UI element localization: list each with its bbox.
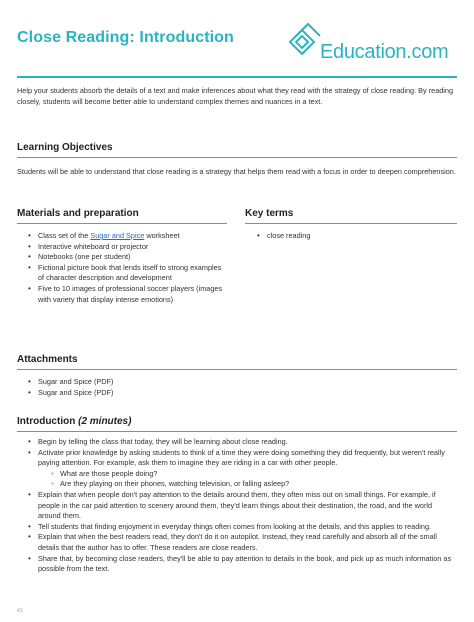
attachment-link[interactable]: • Sugar and Spice (PDF)	[28, 388, 448, 399]
list-item: • Notebooks (one per student)	[28, 252, 228, 263]
divider	[245, 223, 457, 224]
list-item: • Fictional picture book that lends itself to strong examples of character description and development	[28, 263, 228, 284]
education-logo[interactable]	[286, 20, 462, 66]
sub-list	[38, 469, 456, 490]
attachments-heading: Attachments	[17, 354, 78, 365]
list-item: • Explain that when people don't pay attention to the details around them, they often miss out on small things. For example, if people in the car paid attention to scenery around them, they'd learn things about their destination, the road, and the world around them.	[28, 490, 456, 522]
list-item: • Five to 10 images of professional soccer players (images with variety that display intense emotions)	[28, 284, 228, 305]
list-item-text: worksheet	[144, 231, 180, 240]
sub-list-item: ◦ Are they playing on their phones, watching television, or falling asleep?	[38, 479, 456, 490]
sub-list-item: ◦ What are those people doing?	[38, 469, 456, 480]
introduction-duration: (2 minutes)	[78, 416, 132, 427]
divider	[17, 157, 457, 158]
list-item	[28, 231, 228, 242]
divider	[17, 431, 457, 432]
page-title: Close Reading: Introduction	[17, 29, 234, 46]
list-item: • Tell students that finding enjoyment in everyday things often comes from looking at the details, and this applies to reading.	[28, 522, 456, 533]
learning-objectives-heading: Learning Objectives	[17, 142, 113, 153]
page-number: #1	[17, 608, 23, 614]
attachments-list	[28, 377, 448, 398]
sugar-and-spice-link[interactable]: Sugar and Spice	[90, 231, 145, 240]
key-terms-heading: Key terms	[245, 208, 294, 219]
logo-text: Education.com	[320, 41, 449, 63]
list-item-text: Class set of the	[38, 231, 91, 240]
attachment-link[interactable]: • Sugar and Spice (PDF)	[28, 377, 448, 388]
introduction-heading	[17, 416, 131, 427]
list-item: • Begin by telling the class that today, they will be learning about close reading.	[28, 437, 456, 448]
divider	[17, 369, 457, 370]
list-item: • Explain that when the best readers read, they don't do it on autopilot. Instead, they read carefully and absorb all of the small details that the author has to offer. These readers are close readers.	[28, 532, 456, 553]
list-item-text: Activate prior knowledge by asking students to think of a time they were doing something they did frequently, but weren't really paying attention. For example, ask them to imagine they are riding in a car with other people.	[38, 447, 445, 468]
list-item	[28, 448, 456, 490]
learning-objectives-text: Students will be able to understand that close reading is a strategy that helps them read with a focus in order to deepen comprehension.	[17, 167, 456, 176]
page-header	[0, 0, 474, 78]
key-terms-list	[257, 231, 457, 242]
materials-list	[28, 231, 228, 305]
introduction-heading-text: Introduction	[17, 416, 76, 427]
education-logo-icon	[286, 20, 322, 64]
introduction-list	[28, 437, 456, 575]
list-item: • Interactive whiteboard or projector	[28, 242, 228, 253]
header-divider	[17, 76, 457, 78]
intro-paragraph: Help your students absorb the details of a text and make inferences about what they read with the strategy of close reading. By reading closely, students will become better able to understand complex themes and nuances in a text.	[17, 86, 454, 106]
materials-heading: Materials and preparation	[17, 208, 139, 219]
list-item: • Share that, by becoming close readers, they'll be able to pay attention to details in the book, and pick up as much information as possible from the text.	[28, 554, 456, 575]
list-item: • close reading	[257, 231, 457, 242]
divider	[17, 223, 227, 224]
